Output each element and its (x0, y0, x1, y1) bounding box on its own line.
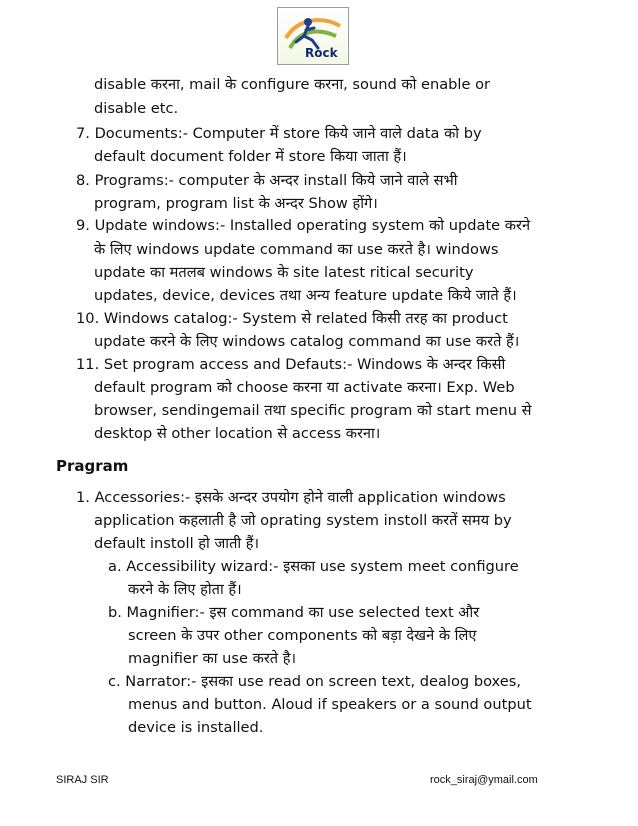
text-line: करने के लिए होता हैं। (128, 581, 242, 598)
text-line: menus and button. Aloud if speakers or a sound output (128, 696, 532, 713)
list-item-programs: 8. Programs:- computer के अन्दर install किये जाने वाले सभी (76, 172, 458, 189)
list-item-update-windows: 9. Update windows:- Installed operating system को update करने (76, 217, 531, 234)
text-line: default instoll हो जाती हैं। (94, 535, 260, 552)
sub-item-accessibility-wizard: a. Accessibility wizard:- इसका use system meet configure (108, 558, 519, 575)
list-item-windows-catalog: 10. Windows catalog:- System से related किसी तरह का product (76, 310, 508, 327)
text-line: magnifier का use करते है। (128, 650, 297, 667)
text-line: desktop से other location से access करना। (94, 425, 381, 442)
footer-author: SIRAJ SIR (56, 774, 109, 786)
list-item-documents: 7. Documents:- Computer में store किये जाने वाले data को by (76, 125, 482, 142)
text-line: default program को choose करना या activate करना। Exp. Web (94, 379, 515, 396)
text-line: updates, device, devices तथा अन्य feature update किये जाते हैं। (94, 287, 517, 304)
footer-email: rock_siraj@ymail.com (430, 774, 538, 786)
rock-logo (277, 7, 349, 65)
text-line: browser, sendingemail तथा specific program को start menu से (94, 402, 532, 419)
text-line: program, program list के अन्दर Show होंगे। (94, 195, 378, 212)
logo-text: Rock (305, 46, 338, 60)
text-line: screen के उपर other components को बड़ा देखने के लिए (128, 627, 477, 644)
text-line: के लिए windows update command का use करते है। windows (94, 241, 499, 258)
text-line: update करने के लिए windows catalog command का use करते हैं। (94, 333, 520, 350)
text-line: default document folder में store किया जाता हैं। (94, 148, 407, 165)
sub-item-magnifier: b. Magnifier:- इस command का use selected text और (108, 604, 480, 621)
sub-item-narrator: c. Narrator:- इसका use read on screen text, dealog boxes, (108, 673, 521, 690)
list-item-set-program-access: 11. Set program access and Defauts:- Windows के अन्दर किसी (76, 356, 506, 373)
text-line: application कहलाती है जो oprating system instoll करतें समय by (94, 512, 512, 529)
text-line: disable करना, mail के configure करना, sound को enable or (94, 76, 491, 93)
list-item-accessories: 1. Accessories:- इसके अन्दर उपयोग होने वाली application windows (76, 489, 506, 506)
section-heading: Pragram (56, 457, 129, 475)
text-line: disable etc. (94, 100, 179, 117)
text-line: device is installed. (128, 719, 264, 736)
text-line: update का मतलब windows के site latest ritical security (94, 264, 474, 281)
